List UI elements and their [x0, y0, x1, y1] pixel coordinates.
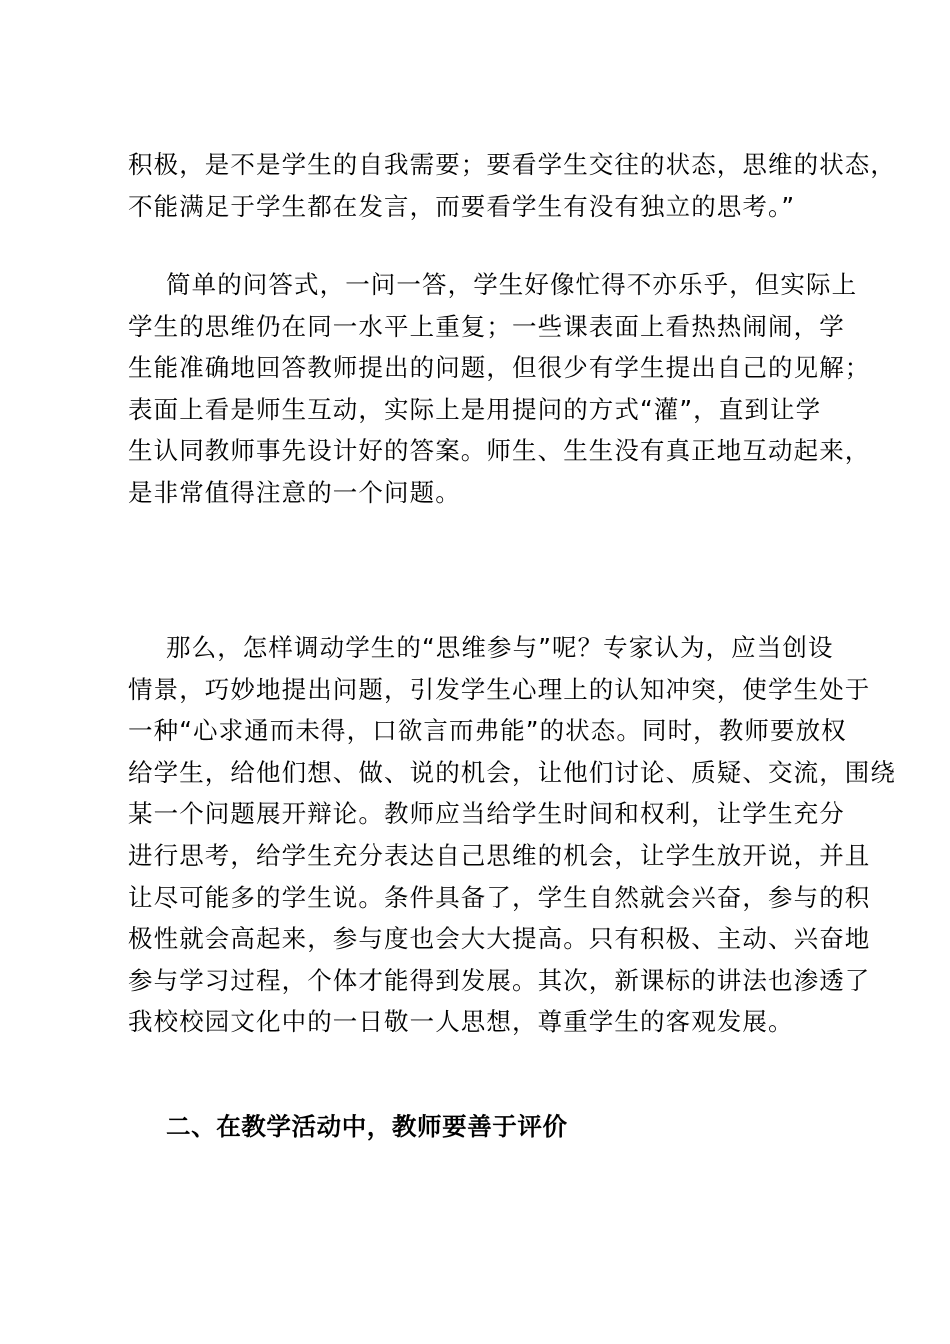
text-line: 让尽可能多的学生说。条件具备了，学生自然就会兴奋，参与的积 [128, 882, 871, 912]
text-line: 生能准确地回答教师提出的问题，但很少有学生提出自己的见解； [128, 353, 871, 383]
text-line: 不能满足于学生都在发言，而要看学生有没有独立的思考。” [128, 191, 796, 221]
text-line: 生认同教师事先设计好的答案。师生、生生没有真正地互动起来， [128, 436, 871, 466]
text-line: 极性就会高起来，参与度也会大大提高。只有积极、主动、兴奋地 [128, 924, 871, 954]
paragraph-3 [128, 627, 896, 1043]
text-line: 某一个问题展开辩论。教师应当给学生时间和权利，让学生充分 [128, 799, 845, 829]
text-line: 表面上看是师生互动，实际上是用提问的方式“灌”，直到让学 [128, 394, 822, 424]
text-line: 简单的问答式，一问一答，学生好像忙得不亦乐乎，但实际上 [166, 270, 858, 299]
text-line: 我校校园文化中的一日敬一人思想，尊重学生的客观发展。 [128, 1007, 794, 1037]
text-line: 情景，巧妙地提出问题，引发学生心理上的认知冲突，使学生处于 [128, 674, 871, 704]
text-line: 是非常值得注意的一个问题。 [128, 477, 461, 507]
text-line: 一种“心求通而未得，口欲言而弗能”的状态。同时，教师要放权 [128, 716, 847, 746]
text-line: 给学生，给他们想、做、说的机会，让他们讨论、质疑、交流，围绕 [128, 757, 896, 787]
text-line: 那么，怎样调动学生的“思维参与”呢？专家认为，应当创设 [166, 633, 834, 662]
text-line: 参与学习过程，个体才能得到发展。其次，新课标的讲法也渗透了 [128, 965, 871, 995]
paragraph-2 [128, 264, 871, 514]
text-line: 进行思考，给学生充分表达自己思维的机会，让学生放开说，并且 [128, 840, 871, 870]
text-line: 学生的思维仍在同一水平上重复；一些课表面上看热热闹闹，学 [128, 311, 845, 341]
paragraph-1 [128, 144, 896, 227]
section-heading: 二、在教学活动中，教师要善于评价 [166, 1112, 568, 1141]
text-line: 积极，是不是学生的自我需要；要看学生交往的状态，思维的状态， [128, 150, 896, 179]
